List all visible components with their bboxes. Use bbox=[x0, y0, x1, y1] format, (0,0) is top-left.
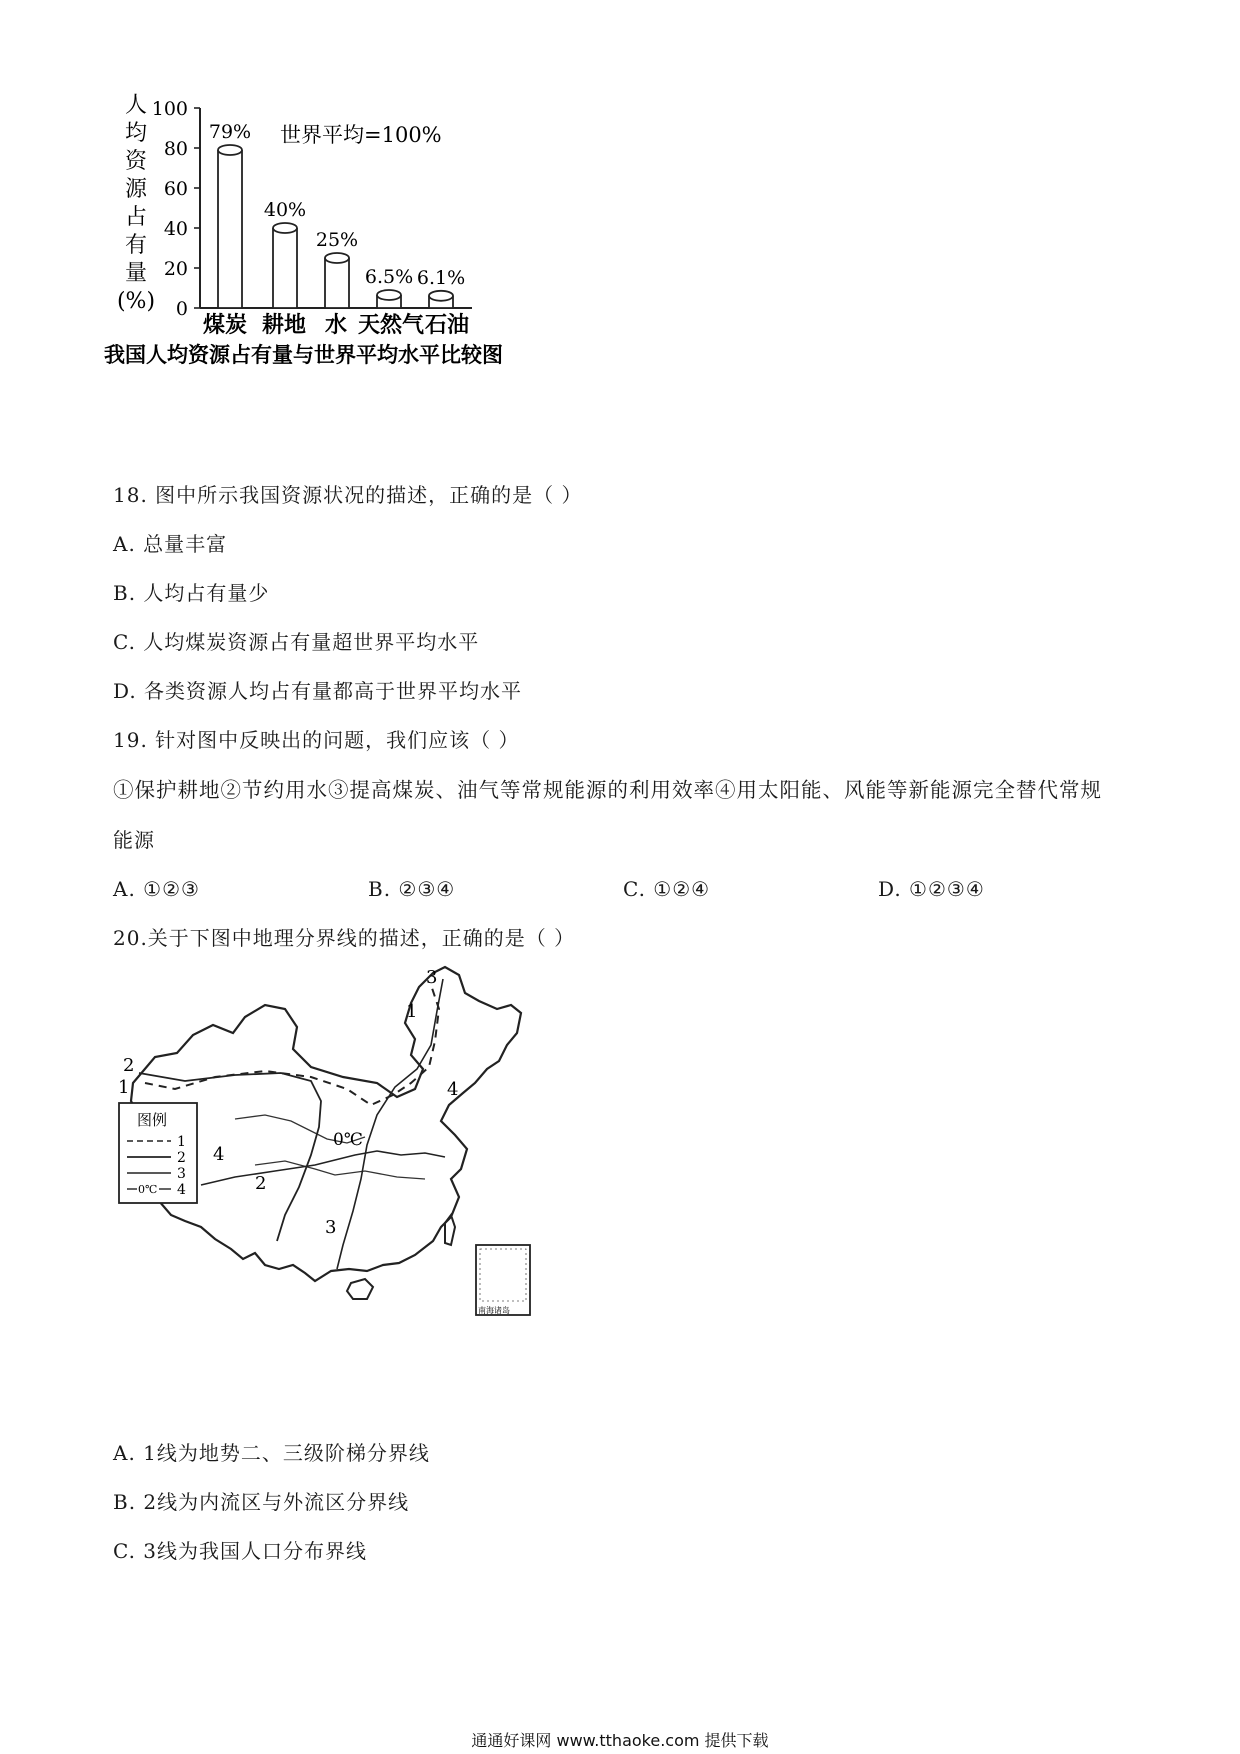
bar-水 bbox=[325, 253, 349, 308]
q19-stem-line2: ①保护耕地②节约用水③提高煤炭、油气等常规能源的利用效率④用太阳能、风能等新能源完全替代常规 bbox=[113, 778, 1102, 802]
legend-label-2: 2 bbox=[177, 1150, 186, 1166]
bar-body bbox=[273, 228, 297, 308]
x-tick-label: 天然气 bbox=[357, 312, 425, 338]
chart-caption: 我国人均资源占有量与世界平均水平比较图 bbox=[104, 342, 503, 367]
q20-option-a[interactable]: A. 1线为地势二、三级阶梯分界线 bbox=[113, 1441, 430, 1465]
map-label-1-west: 1 bbox=[118, 1077, 130, 1098]
map-label-3-north: 3 bbox=[426, 967, 438, 988]
q20-option-c[interactable]: C. 3线为我国人口分布界线 bbox=[113, 1539, 368, 1563]
q19-stem-line3: 能源 bbox=[113, 828, 155, 852]
bar-top bbox=[429, 291, 453, 301]
legend-isotherm-label: 0℃ bbox=[138, 1183, 158, 1196]
y-tick-label: 80 bbox=[163, 138, 188, 160]
q18-option-a[interactable]: A. 总量丰富 bbox=[113, 532, 228, 556]
boundary-line-3 bbox=[337, 979, 443, 1269]
q20-option-b[interactable]: B. 2线为内流区与外流区分界线 bbox=[113, 1490, 410, 1514]
q18-option-c[interactable]: C. 人均煤炭资源占有量超世界平均水平 bbox=[113, 630, 480, 654]
q18-option-d[interactable]: D. 各类资源人均占有量都高于世界平均水平 bbox=[113, 679, 523, 703]
legend-label-3: 3 bbox=[177, 1166, 186, 1182]
map-label-4-east: 4 bbox=[447, 1079, 459, 1100]
chart-annotation: 世界平均=100% bbox=[280, 123, 442, 147]
map-label-3-south: 3 bbox=[325, 1217, 337, 1238]
map-label-1-east: 1 bbox=[406, 1001, 418, 1022]
bar-body bbox=[325, 258, 349, 308]
y-axis-label-char: (%) bbox=[116, 289, 156, 314]
bar-top bbox=[325, 253, 349, 263]
map-svg bbox=[115, 965, 605, 1365]
bar-top bbox=[377, 290, 401, 300]
y-tick-label: 0 bbox=[175, 298, 188, 320]
y-axis-label-char: 资 bbox=[124, 149, 148, 174]
china-boundary-map bbox=[115, 965, 605, 1365]
map-label-2-west: 2 bbox=[123, 1055, 135, 1076]
x-tick-labels bbox=[203, 312, 469, 338]
map-label-2-south: 2 bbox=[255, 1173, 267, 1194]
q19-option-b[interactable]: B. ②③④ bbox=[368, 877, 456, 901]
map-legend-title: 图例 bbox=[137, 1111, 168, 1129]
legend-label-1: 1 bbox=[177, 1134, 186, 1150]
y-tick-label: 60 bbox=[163, 178, 188, 200]
chart-svg bbox=[100, 90, 620, 420]
y-axis-label-char: 有 bbox=[124, 233, 148, 258]
x-tick-label: 水 bbox=[324, 312, 348, 338]
y-axis-label-char: 量 bbox=[124, 261, 148, 286]
isotherm-0c-label: 0℃ bbox=[333, 1130, 363, 1150]
y-axis-label-char: 均 bbox=[124, 121, 148, 146]
bar-天然气 bbox=[377, 290, 401, 308]
x-tick-label: 煤炭 bbox=[202, 312, 248, 338]
hainan-island bbox=[347, 1279, 373, 1299]
y-axis-label-char: 源 bbox=[124, 177, 148, 202]
legend-label-4: 4 bbox=[177, 1182, 186, 1198]
q19-option-c[interactable]: C. ①②④ bbox=[623, 877, 711, 901]
bar-煤炭 bbox=[218, 145, 242, 308]
resource-bar-chart bbox=[100, 90, 620, 420]
y-axis-label bbox=[117, 93, 155, 314]
y-axis-label-char: 人 bbox=[124, 93, 148, 118]
page-footer: 通通好课网 www.tthaoke.com 提供下载 bbox=[471, 1731, 769, 1750]
q19-option-a[interactable]: A. ①②③ bbox=[113, 877, 200, 901]
bar-value-label: 6.1% bbox=[416, 266, 466, 289]
y-axis-label-char: 占 bbox=[124, 205, 148, 230]
bar-top bbox=[218, 145, 242, 155]
q20-stem: 20.关于下图中地理分界线的描述，正确的是（ ） bbox=[113, 926, 576, 950]
q19-stem: 19. 针对图中反映出的问题，我们应该（ ） bbox=[113, 728, 520, 752]
bar-value-label: 6.5% bbox=[364, 266, 414, 288]
y-tick-label: 100 bbox=[151, 98, 188, 120]
y-tick-label: 20 bbox=[163, 258, 188, 280]
bar-value-label: 40% bbox=[263, 199, 307, 221]
q19-option-d[interactable]: D. ①②③④ bbox=[878, 877, 985, 901]
q18-stem: 18. 图中所示我国资源状况的描述，正确的是（ ） bbox=[113, 483, 583, 507]
map-label-4-west: 4 bbox=[213, 1144, 225, 1165]
south-china-sea-inset bbox=[476, 1245, 530, 1315]
q18-option-b[interactable]: B. 人均占有量少 bbox=[113, 581, 270, 605]
y-tick-label: 40 bbox=[163, 218, 188, 240]
inset-dotted-line bbox=[480, 1249, 526, 1301]
bars bbox=[209, 121, 465, 308]
x-tick-label: 石油 bbox=[424, 312, 470, 338]
bar-耕地 bbox=[273, 223, 297, 308]
bar-value-label: 79% bbox=[208, 121, 252, 143]
x-tick-label: 耕地 bbox=[261, 312, 307, 338]
bar-top bbox=[273, 223, 297, 233]
bar-value-label: 25% bbox=[315, 229, 359, 251]
bar-body bbox=[218, 150, 242, 308]
y-ticks bbox=[152, 98, 200, 320]
bar-石油 bbox=[429, 291, 453, 308]
boundary-line-4-isotherm bbox=[201, 1151, 445, 1185]
inset-label: 南海诸岛 bbox=[478, 1306, 510, 1315]
